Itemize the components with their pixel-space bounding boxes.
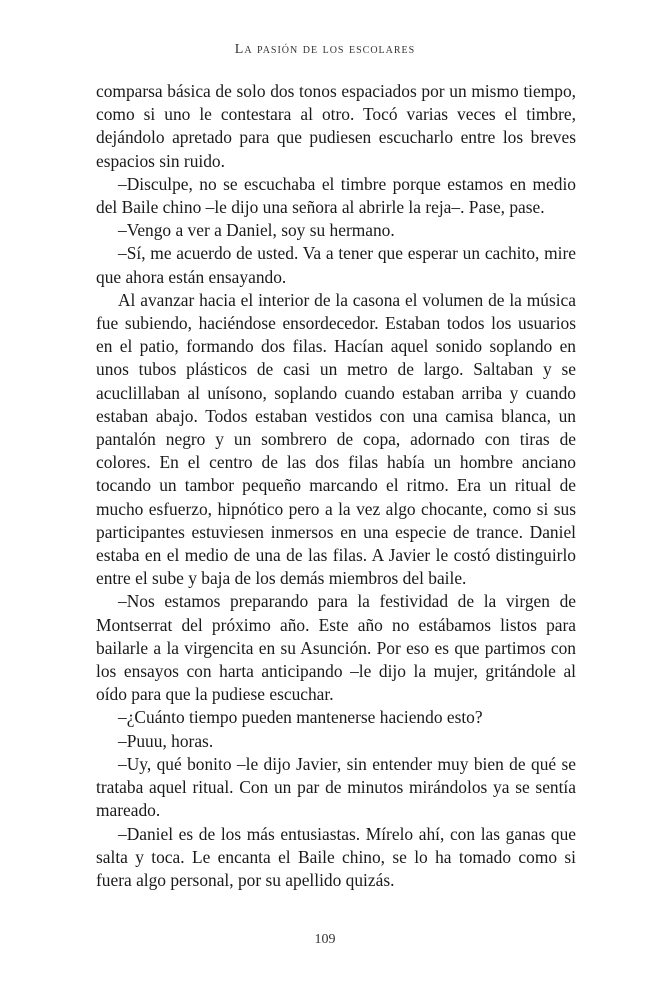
paragraph: –Uy, qué bonito –le dijo Javier, sin entender muy bien de qué se trataba aquel ritual. Con un par de minutos mirándolos ya se sentía mareado. xyxy=(96,753,576,821)
paragraph: Al avanzar hacia el interior de la casona el volumen de la música fue subiendo, haciéndose ensordecedor. Estaban todos los usuarios en el patio, formando dos filas. Hacían aquel sonido soplando en unos tubos plásticos de casi un metro de largo. Saltaban y se acuclillaban al unísono, soplando cuando estaban arriba y cuando estaban abajo. Todos estaban vestidos con una camisa blanca, un pantalón negro y un sombrero de copa, adornado con tiras de colores. En el centro de las dos filas había un hombre anciano tocando un tambor pequeño marcando el ritmo. Era un ritual de mucho esfuerzo, hipnótico pero a la vez algo chocante, como si sus participantes estuviesen inmersos en una especie de trance. Daniel estaba en el medio de una de las filas. A Javier le costó distinguirlo entre el sube y baja de los demás miembros del baile. xyxy=(96,289,576,589)
paragraph: –Nos estamos preparando para la festividad de la virgen de Montserrat del próximo año. Este año no estábamos listos para bailarle a la virgencita en su Asunción. Por eso es que partimos con los ensayos con harta anticipando –le dijo la mujer, gritándole al oído para que la pudiese escuchar. xyxy=(96,591,576,705)
running-head: La pasión de los escolares xyxy=(234,42,416,57)
paragraph: –Sí, me acuerdo de usted. Va a tener que esperar un cachito, mire que ahora están ensayando. xyxy=(96,243,576,287)
paragraph: –Daniel es de los más entusiastas. Mírelo ahí, con las ganas que salta y toca. Le encanta el Baile chino, se lo ha tomado como si fuera algo personal, por su apellido quizás. xyxy=(96,823,576,890)
paragraph: –Vengo a ver a Daniel, soy su hermano. xyxy=(118,220,395,241)
paragraph: –Disculpe, no se escuchaba el timbre porque estamos en medio del Baile chino –le dijo una señora al abrirle la reja–. Pase, pase. xyxy=(96,173,576,218)
page-number: 109 xyxy=(314,932,336,947)
paragraph: –Puuu, horas. xyxy=(118,730,214,751)
paragraph: comparsa básica de solo dos tonos espaciados por un mismo tiempo, como si uno le contestara al otro. Tocó varias veces el timbre, dejándolo apretado para que pudiesen escucharlo entre los breves espacios sin ruido. xyxy=(96,81,576,171)
body-text xyxy=(96,80,576,892)
paragraph: –¿Cuánto tiempo pueden mantenerse haciendo esto? xyxy=(118,707,483,728)
